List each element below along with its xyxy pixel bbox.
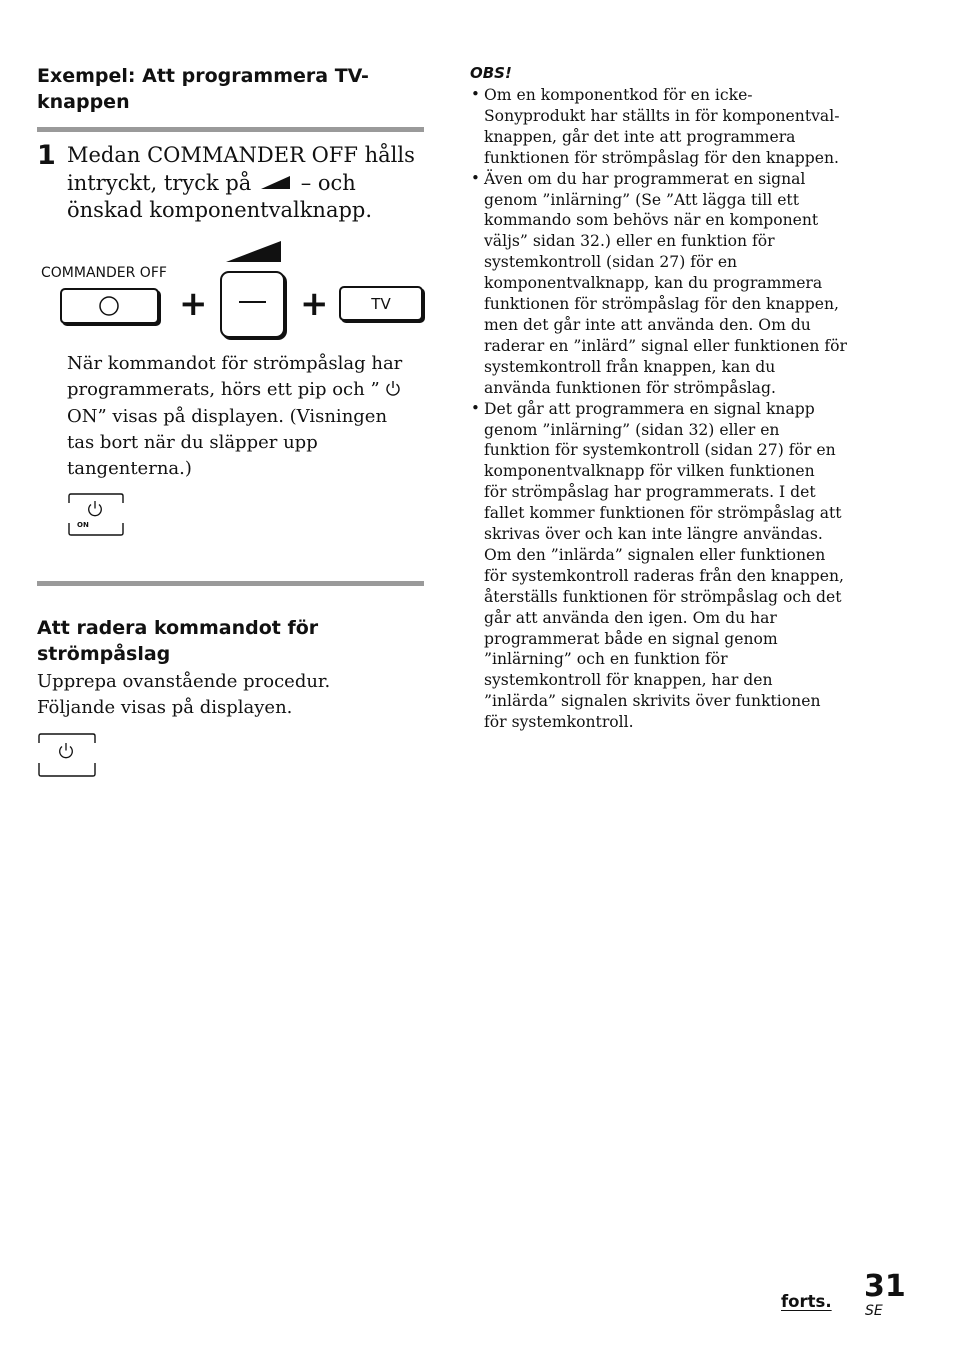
step-number: 1 [37, 140, 56, 171]
circle-icon [60, 290, 159, 322]
tv-button-label: TV [371, 295, 391, 313]
plus-sign: + [300, 284, 329, 324]
note-line: Om den ”inlärda” signalen eller funktionen [484, 545, 826, 564]
note-line: för systemkontroll. [484, 713, 634, 732]
note-line: komponentvalknapp, kan du programmera [484, 274, 823, 293]
continued-label: forts. [781, 1292, 832, 1311]
display-on-text: ON [77, 521, 89, 529]
note-line: knappen, går det inte att programmera [484, 127, 796, 146]
result-line: tangenterna.) [67, 458, 192, 480]
bullet: • [471, 85, 480, 103]
power-icon [86, 499, 104, 517]
display-power-on [68, 493, 124, 537]
note-item [470, 399, 870, 734]
result-text: programmerats, hörs ett pip och ” [67, 379, 380, 401]
note-line: ”inlärning” och en funktion för [484, 650, 728, 669]
step-text: – och [300, 170, 356, 195]
section-divider [37, 581, 424, 586]
note-item [470, 85, 870, 169]
plus-sign: + [179, 284, 208, 324]
example-heading-line: knappen [37, 91, 130, 113]
display-power [38, 733, 96, 778]
note-line: systemkontroll (sidan 27) för en [484, 253, 738, 272]
volume-minus-button [220, 271, 285, 338]
example-heading-line: Exempel: Att programmera TV- [37, 65, 369, 87]
example-heading [37, 63, 427, 115]
volume-up-icon [261, 176, 291, 190]
note-line: programmerat både en signal genom [484, 629, 778, 648]
erase-heading-line: Att radera kommandot för [37, 617, 319, 639]
result-line: När kommandot för strömpåslag har [67, 353, 403, 374]
note-line: väljs” sidan 32.) eller en funktion för [484, 232, 775, 251]
note-line: systemkontroll från knappen, kan du [484, 357, 776, 376]
power-icon [57, 741, 75, 759]
result-line: tas bort när du släpper upp [67, 431, 318, 453]
note-line: Det går att programmera en signal knapp [484, 399, 815, 418]
note-line: komponentvalknapp för vilken funktionen [484, 462, 815, 481]
note-line: systemkontroll för knappen, har den [484, 671, 773, 690]
result-paragraph [67, 351, 437, 482]
note-line: raderar en ”inlärd” signal eller funktionen för [484, 336, 847, 355]
commander-off-label: COMMANDER OFF [41, 265, 167, 281]
note-line: kommando som behövs när en komponent [484, 211, 819, 230]
note-line: för strömpåslag har programmerats. I det [484, 483, 816, 502]
commander-off-button [60, 288, 159, 324]
result-line [67, 377, 437, 403]
volume-ramp-icon [226, 241, 282, 263]
power-icon [385, 379, 401, 397]
step-line: önskad komponentvalknapp. [67, 198, 373, 222]
note-line: fallet kommer funktionen för strömpåslag att [484, 504, 842, 523]
step-text: intryckt, tryck på [67, 170, 252, 195]
erase-heading-line: strömpåslag [37, 643, 171, 665]
note-line: Även om du har programmerat en signal [484, 169, 806, 188]
minus-bar [239, 301, 266, 303]
erase-line: Följande visas på displayen. [37, 697, 293, 718]
note-line: för systemkontroll raderas från den knappen, [484, 566, 844, 585]
erase-heading [37, 615, 427, 667]
step-line [67, 170, 437, 198]
note-line: genom ”inlärning” (Se ”Att lägga till ett [484, 190, 799, 209]
page-number: 31 [864, 1269, 906, 1304]
note-item [470, 169, 870, 399]
erase-line: Upprepa ovanstående procedur. [37, 671, 331, 692]
note-line: funktionen för strömpåslag för den knappen. [484, 148, 839, 167]
page-language: SE [865, 1303, 883, 1319]
notes-list [470, 85, 870, 733]
note-line: använda funktionen för strömpåslag. [484, 378, 776, 397]
result-line: ON” visas på displayen. (Visningen [67, 405, 388, 427]
tv-button [339, 286, 423, 321]
step-instruction [67, 142, 437, 225]
note-line: Om en komponentkod för en icke- [484, 86, 753, 104]
note-line: Sonyprodukt har ställts in för komponentval- [484, 106, 840, 125]
note-line: men det går inte att använda den. Om du [484, 315, 811, 334]
note-line: går att använda den igen. Om du har [484, 608, 777, 627]
erase-paragraph [37, 669, 427, 721]
note-line: återställs funktionen för strömpåslag och det [484, 587, 842, 606]
note-line: genom ”inlärning” (sidan 32) eller en [484, 420, 780, 439]
note-line: skrivas över och kan inte längre användas. [484, 525, 823, 544]
bullet: • [471, 168, 480, 187]
section-divider [37, 127, 424, 132]
obs-title: OBS! [470, 64, 512, 82]
note-line: ”inlärda” signalen skrivits över funktionen [484, 692, 821, 711]
note-line: funktion för systemkontroll (sidan 27) för en [484, 441, 836, 460]
bullet: • [471, 398, 480, 417]
note-line: funktionen för strömpåslag för den knappen, [484, 295, 839, 314]
step-line: Medan COMMANDER OFF hålls [67, 143, 415, 167]
